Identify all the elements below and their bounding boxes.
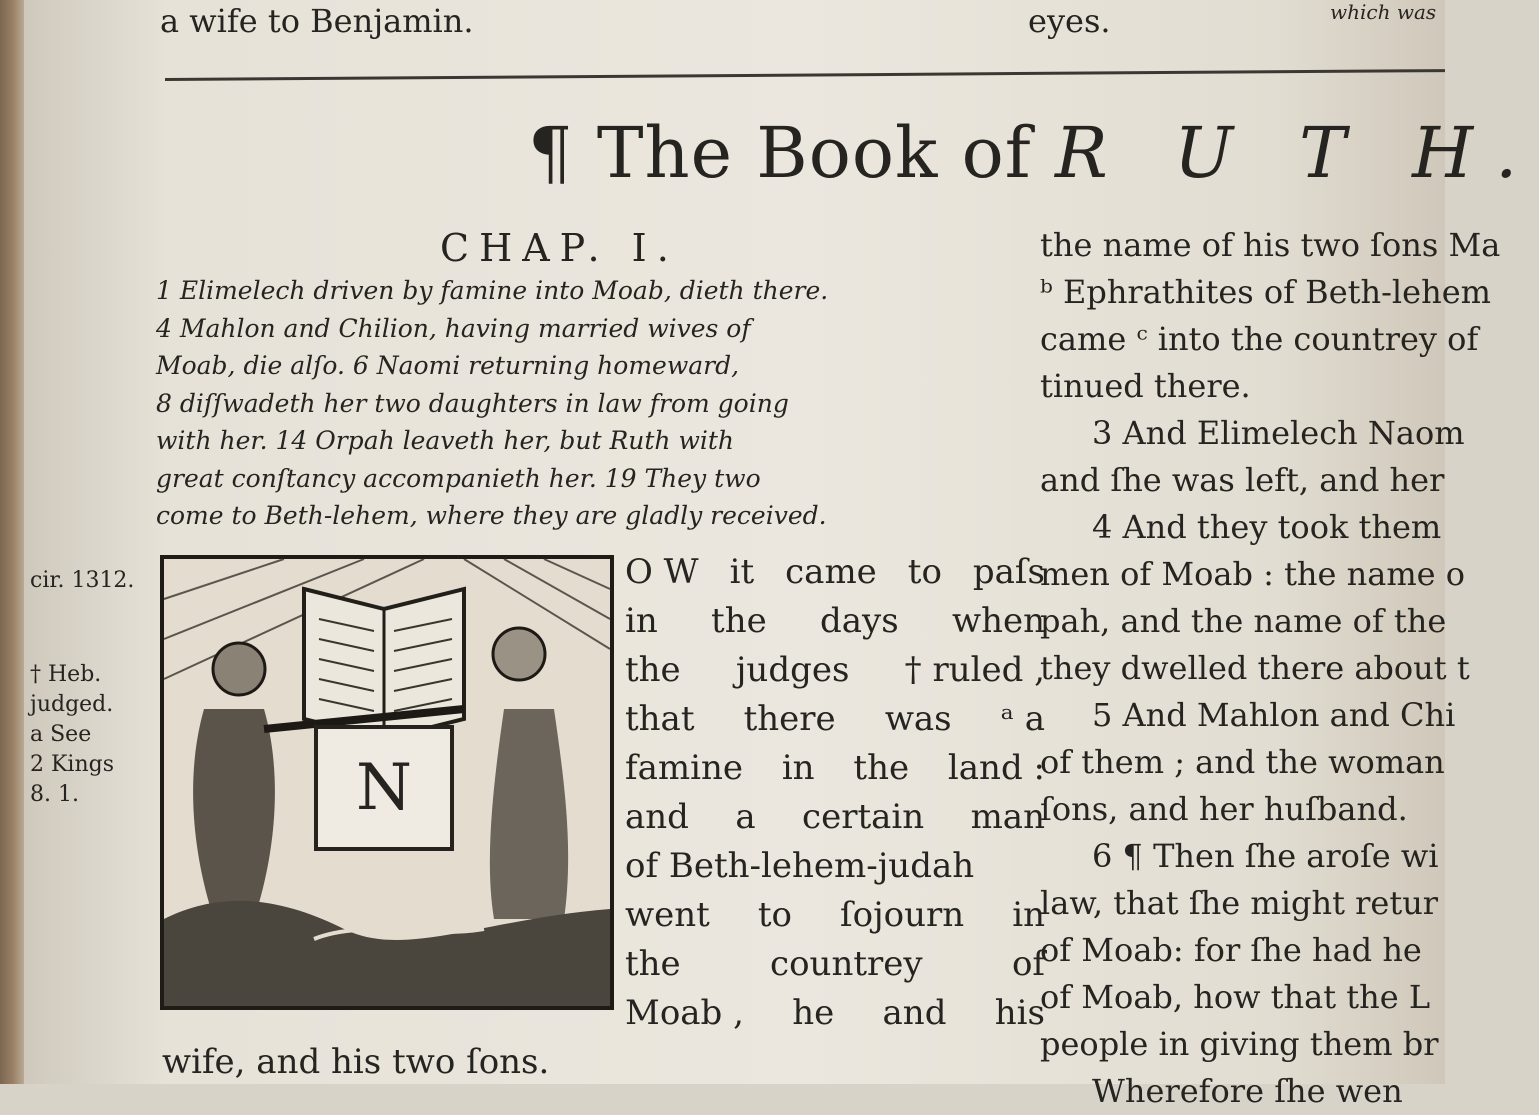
word: of Beth-lehem-judah bbox=[625, 846, 975, 886]
word: days bbox=[820, 601, 899, 641]
summary-line: 8 diſſwadeth her two daughters in law from going bbox=[156, 388, 789, 418]
word: in bbox=[1012, 895, 1045, 935]
word: was bbox=[884, 699, 952, 739]
word: and bbox=[625, 797, 689, 837]
text-line bbox=[625, 597, 1045, 646]
text-line: tinued there. bbox=[1040, 367, 1251, 405]
text-line bbox=[625, 695, 1045, 744]
word: to bbox=[907, 552, 942, 592]
text-line: pah, and the name of the bbox=[1040, 602, 1447, 640]
text-line: 3 And Elimelech Naom bbox=[1092, 414, 1465, 452]
summary-line: 1 Elimelech driven by famine into Moab, dieth there. bbox=[156, 276, 829, 305]
chapter-heading: CHAP. I. bbox=[440, 226, 679, 270]
pilcrow-mark: ¶ bbox=[528, 112, 574, 194]
text-line: came ᶜ into the countrey of bbox=[1040, 320, 1479, 358]
text-line: 6 ¶ Then ſhe aroſe wi bbox=[1092, 837, 1439, 875]
word: man bbox=[970, 797, 1045, 837]
drop-cap-letter: N bbox=[356, 751, 412, 825]
header-left-text: a wife to Benjamin. bbox=[160, 2, 474, 40]
word: there bbox=[743, 699, 836, 739]
word: and bbox=[882, 993, 947, 1033]
text-line: of them ; and the woman bbox=[1040, 743, 1445, 781]
text-line bbox=[625, 891, 1045, 940]
margin-notes bbox=[30, 660, 114, 810]
header-right-text: eyes. bbox=[1028, 2, 1111, 40]
text-line: men of Moab : the name o bbox=[1040, 555, 1466, 593]
word: certain bbox=[802, 797, 925, 837]
text-line bbox=[625, 842, 1045, 891]
word: Moab , bbox=[625, 993, 744, 1033]
title-prefix: The Book of bbox=[596, 112, 1032, 194]
text-line: the name of his two ſons Ma bbox=[1040, 226, 1501, 264]
word: judges bbox=[735, 650, 850, 690]
word: land : bbox=[947, 748, 1045, 788]
text-line bbox=[625, 646, 1045, 695]
drop-cap-box bbox=[314, 725, 454, 851]
text-line: law, that ſhe might retur bbox=[1040, 884, 1439, 922]
woodcut-illustration bbox=[160, 555, 614, 1010]
margin-date: cir. 1312. bbox=[30, 568, 135, 593]
text-line bbox=[625, 793, 1045, 842]
summary-line: Moab, die alſo. 6 Naomi returning homeward, bbox=[156, 351, 740, 380]
word: in bbox=[781, 748, 815, 788]
text-line: ᵇ Ephrathites of Beth-lehem bbox=[1040, 273, 1491, 311]
word: in bbox=[625, 601, 658, 641]
word: the bbox=[625, 944, 681, 984]
column-two-text bbox=[1040, 222, 1501, 1110]
text-line: people in giving them br bbox=[1040, 1025, 1439, 1063]
word: countrey bbox=[770, 944, 923, 984]
book-title bbox=[528, 112, 1539, 194]
word: that bbox=[625, 699, 695, 739]
word: the bbox=[625, 650, 681, 690]
text-line bbox=[625, 989, 1045, 1038]
summary-line: great conſtancy accompanieth her. 19 They two bbox=[156, 463, 761, 493]
word: of bbox=[1011, 944, 1045, 984]
margin-note-line: judged. bbox=[30, 692, 114, 717]
margin-note-line: † Heb. bbox=[30, 662, 102, 687]
word: the bbox=[853, 748, 910, 788]
text-line: ſons, and her huſband. bbox=[1040, 790, 1408, 828]
text-line bbox=[625, 548, 1045, 597]
text-line: Wherefore ſhe wen bbox=[1092, 1072, 1403, 1110]
word: when bbox=[951, 601, 1045, 641]
text-line: 5 And Mahlon and Chi bbox=[1092, 696, 1456, 734]
summary-line: come to Beth-lehem, where they are gladly received. bbox=[156, 501, 827, 530]
word: a bbox=[735, 797, 756, 837]
title-name: R U T H. bbox=[1054, 112, 1539, 194]
text-line: they dwelled there about t bbox=[1040, 649, 1470, 687]
text-line bbox=[625, 940, 1045, 989]
column-one-last-line: wife, and his two ſons. bbox=[162, 1042, 550, 1082]
word: ſojourn bbox=[840, 895, 965, 935]
word: it bbox=[729, 552, 755, 592]
word: came bbox=[785, 552, 877, 592]
margin-note-line: 2 Kings bbox=[30, 752, 115, 777]
column-one-text bbox=[625, 548, 1045, 1038]
word: his bbox=[994, 993, 1045, 1033]
book-binding bbox=[0, 0, 24, 1084]
margin-note-line: a See bbox=[30, 722, 92, 747]
text-line: and ſhe was left, and her bbox=[1040, 461, 1445, 499]
word: went bbox=[625, 895, 710, 935]
text-line: 4 And they took them bbox=[1092, 508, 1442, 546]
text-line: of Moab: for ſhe had he bbox=[1040, 931, 1422, 969]
word: paſs bbox=[972, 552, 1045, 592]
word: to bbox=[757, 895, 792, 935]
header-corner-text: which was bbox=[1330, 0, 1437, 24]
summary-line: with her. 14 Orpah leaveth her, but Ruth with bbox=[156, 426, 735, 455]
word: † ruled , bbox=[904, 650, 1045, 690]
word: O W bbox=[625, 552, 699, 592]
summary-line: 4 Mahlon and Chilion, having married wives of bbox=[156, 313, 751, 343]
word: famine bbox=[625, 748, 743, 788]
text-line bbox=[625, 744, 1045, 793]
margin-note-line: 8. 1. bbox=[30, 782, 79, 807]
word: the bbox=[711, 601, 767, 641]
chapter-summary bbox=[156, 272, 1022, 535]
text-line: of Moab, how that the L bbox=[1040, 978, 1431, 1016]
word: ᵃ a bbox=[1000, 699, 1045, 739]
word: he bbox=[792, 993, 835, 1033]
